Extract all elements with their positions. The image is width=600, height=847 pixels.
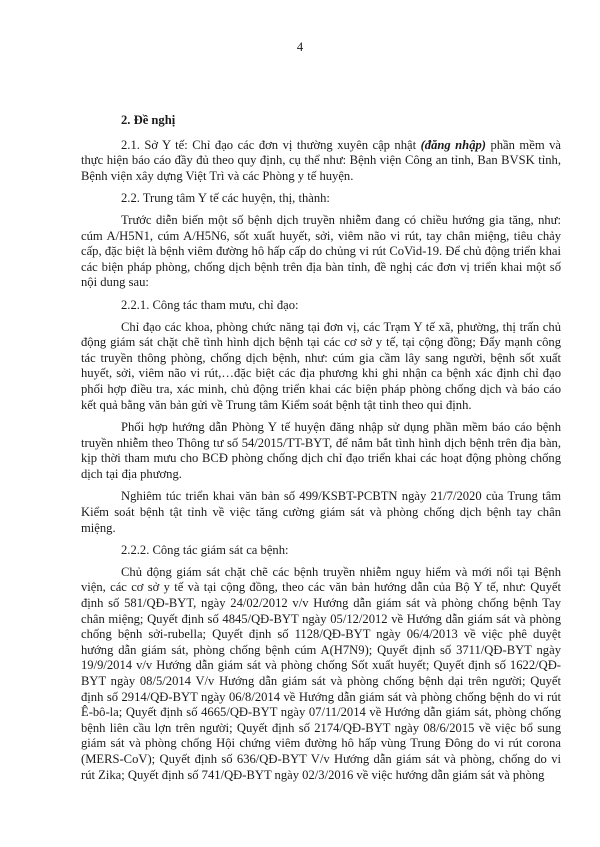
paragraph-coordination: Phối hợp hướng dẫn Phòng Y tế huyện đăng nhập sử dụng phần mềm báo cáo bệnh truyền nhiễm theo Thông tư số 54/2015/TT-BYT, để nắm bắt tình hình dịch bệnh trên địa bàn, kịp thời tham mưu cho BCĐ phòng chống dịch chỉ đạo triển khai các hoạt động phòng chống dịch tại địa phương. (81, 420, 561, 481)
paragraph-direction: Chỉ đạo các khoa, phòng chức năng tại đơn vị, các Trạm Y tế xã, phường, thị trấn chủ động giám sát chặt chẽ tình hình dịch bệnh tại các cơ sở y tế, tại cộng đồng; Đẩy mạnh công tác truyền thông phòng, chống dịch bệnh, như: cúm gia cầm lây sang người, bệnh sốt xuất huyết, sởi, viêm não vi rút,…đặc biệt các địa phương khi ghi nhận ca bệnh xác định chỉ đạo phối hợp điều tra, xác minh, chủ động triển khai các biện pháp phòng chống dịch và báo cáo kết quả bằng văn bản gửi về Trung tâm Kiểm soát bệnh tật tỉnh theo qui định. (81, 319, 561, 412)
paragraph-surveillance: Chủ động giám sát chặt chẽ các bệnh truyền nhiễm nguy hiểm và mới nổi tại Bệnh viện, các cơ sở y tế và tại cộng đồng, theo các văn bản hướng dẫn của Bộ Y tế, như: Quyết định số 581/QĐ-BYT, ngày 24/02/2012 v/v Hướng dẫn giám sát và phòng chống bệnh Tay chân miệng; Quyết định số 4845/QĐ-BYT ngày 05/12/2012 về Hướng dẫn giám sát và phòng chống bệnh sởi-rubella; Quyết định số 1128/QĐ-BYT ngày 06/4/2013 về việc phê duyệt hướng dẫn giám sát, phòng chống bệnh cúm A(H7N9); Quyết định số 3711/QĐ-BYT ngày 19/9/2014 v/v Hướng dẫn giám sát và phòng chống Sốt xuất huyết; Quyết định số 1622/QĐ-BYT ngày 08/5/2014 V/v Hướng dẫn giám sát và phòng chống bệnh dại trên người; Quyết định số 2914/QĐ-BYT ngày 06/8/2014 về Hướng dẫn giám sát và phòng chống bệnh do vi rút Ê-bô-la; Quyết định số 4665/QĐ-BYT ngày 07/11/2014 về Hướng dẫn giám sát, phòng chống bệnh liên cầu lợn trên người; Quyết định số 2174/QĐ-BYT ngày 08/6/2015 về việc bổ sung giám sát và phòng chống Hội chứng viêm đường hô hấp vùng Trung Đông do vi rút corona (MERS-CoV); Quyết định số 636/QĐ-BYT V/v Hướng dẫn giám sát và phòng, chống do vi rút Zika; Quyết định số 741/QĐ-BYT ngày 02/3/2016 về việc hướng dẫn giám sát và phòng (81, 564, 561, 782)
paragraph-2-1-text: 2.1. Sở Y tế: Chỉ đạo các đơn vị thường xuyên cập nhật (121, 137, 421, 152)
paragraph-2-1 (81, 138, 561, 185)
subsection-2-2-1-title: 2.2.1. Công tác tham mưu, chỉ đạo: (121, 297, 299, 312)
subsection-2-2-title: 2.2. Trung tâm Y tế các huyện, thị, thành: (121, 191, 330, 206)
paragraph-2-1-rest: phần mềm và thực hiện báo cáo đầy đủ theo quy định, cụ thể như: Bệnh viện Công an tỉnh, Ban BVSK tỉnh, Bệnh viện xây dựng Việt Trì và các Phòng y tế huyện. (81, 137, 561, 183)
page-number: 4 (296, 40, 304, 54)
document-body (81, 113, 561, 790)
section-heading: 2. Đề nghị (121, 113, 176, 127)
login-emphasis: (đăng nhập) (420, 137, 486, 152)
paragraph-intro: Trước diễn biến một số bệnh dịch truyền nhiễm đang có chiều hướng gia tăng, như: cúm A/H5N1, cúm A/H5N6, sốt xuất huyết, sởi, viêm não vi rút, tay chân miệng, tiêu chảy cấp, đặc biệt là bệnh viêm đường hô hấp cấp do chủng vi rút CoVid-19. Để chủ động triển khai các biện pháp phòng, chống dịch bệnh trên địa bàn tỉnh, đề nghị các đơn vị triển khai một số nội dung sau: (81, 212, 561, 290)
subsection-2-2-2-title: 2.2.2. Công tác giám sát ca bệnh: (121, 543, 289, 558)
paragraph-document-499: Nghiêm túc triển khai văn bản số 499/KSBT-PCBTN ngày 21/7/2020 của Trung tâm Kiểm soát bệnh tật tỉnh về việc tăng cường giám sát và phòng chống dịch bệnh tay chân miệng. (81, 489, 561, 535)
